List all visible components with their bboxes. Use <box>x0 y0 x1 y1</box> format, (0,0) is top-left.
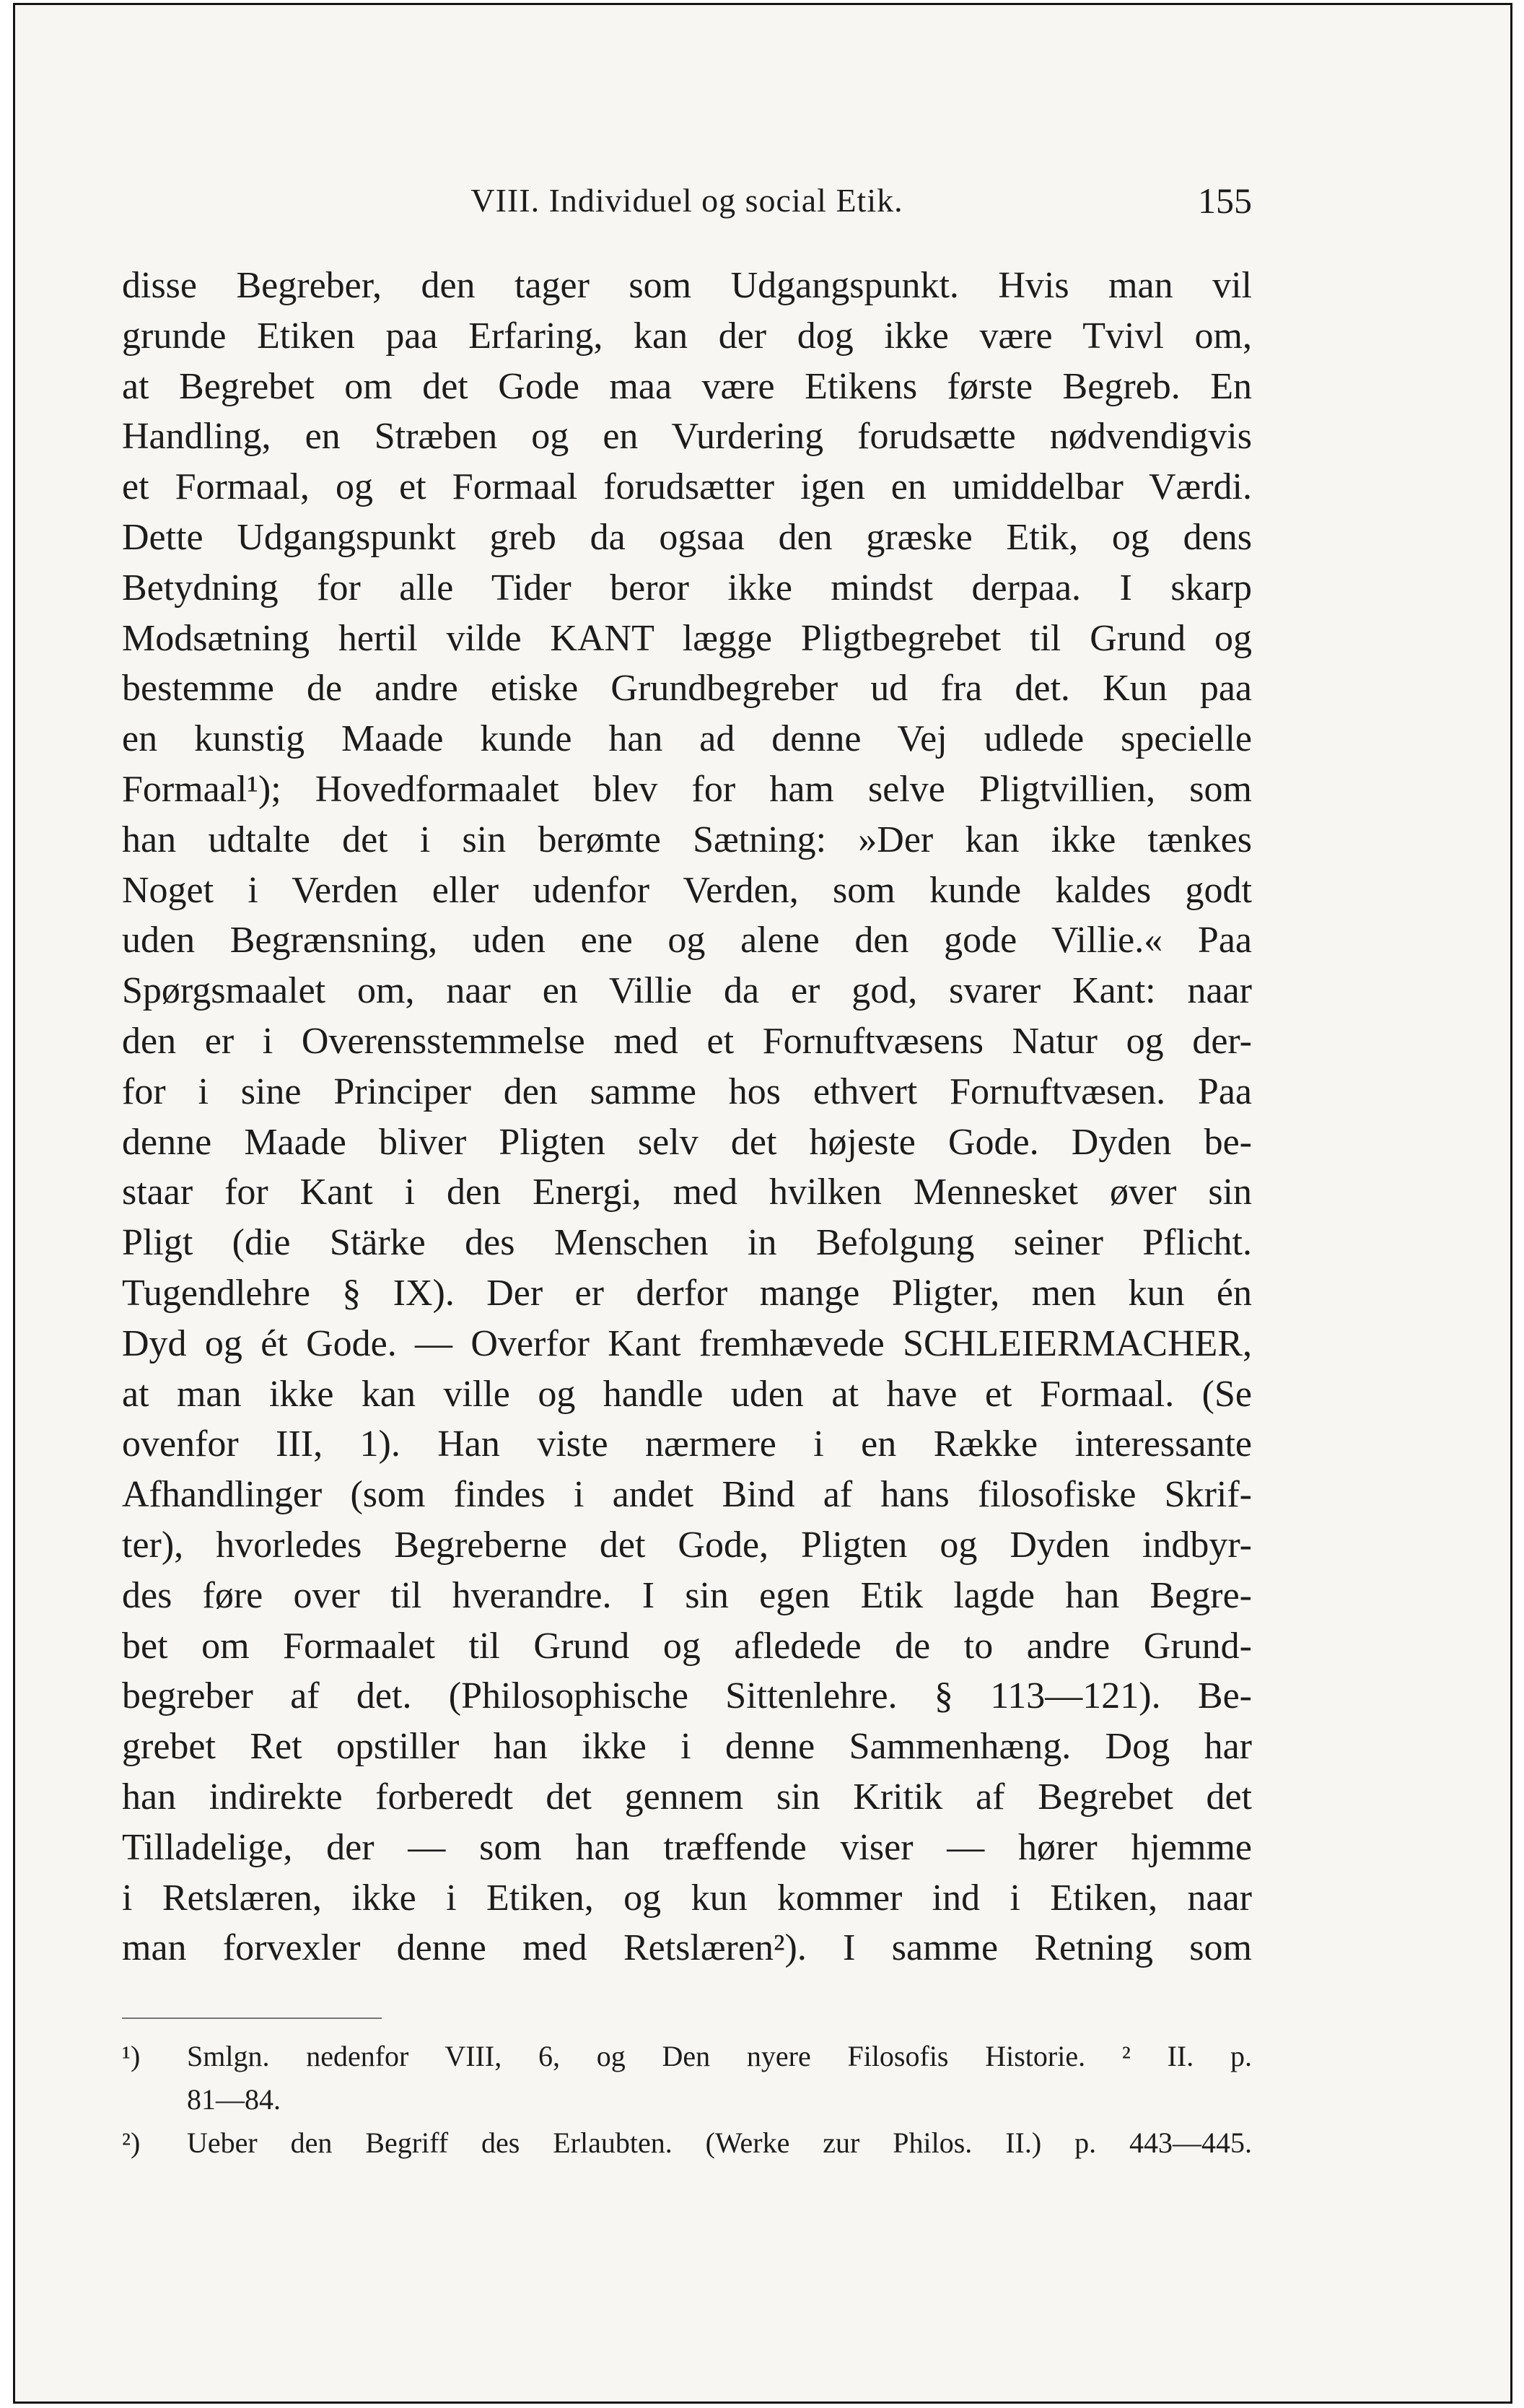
text-line: man forvexler denne med Retslæren²). I samme Retning som <box>122 1927 1252 1969</box>
text-line: at man ikke kan ville og handle uden at have et Formaal. (Se <box>122 1373 1252 1415</box>
text-line: den er i Overensstemmelse med et Fornuftvæsens Natur og der- <box>122 1020 1252 1062</box>
footnote-divider <box>122 2017 382 2019</box>
footnotes <box>122 2035 1252 2165</box>
footnote-2 <box>122 2121 1252 2165</box>
page-number: 155 <box>1198 180 1252 221</box>
body-text <box>122 261 1252 1973</box>
text-line: staar for Kant i den Energi, med hvilken Mennesket øver sin <box>122 1172 1252 1213</box>
text-line: Betydning for alle Tider beror ikke mindst derpaa. I skarp <box>122 567 1252 608</box>
text-line: ter), hvorledes Begreberne det Gode, Pligten og Dyden indbyr- <box>122 1524 1252 1566</box>
text-line: denne Maade bliver Pligten selv det højeste Gode. Dyden be- <box>122 1121 1252 1163</box>
text-line: Tilladelige, der — som han træffende viser — hører hjemme <box>122 1826 1252 1868</box>
footnote-line: Smlgn. nedenfor VIII, 6, og Den nyere Filosofis Historie. ² II. p. <box>187 2040 1252 2072</box>
text-line: han indirekte forberedt det gennem sin Kritik af Begrebet det <box>122 1776 1252 1818</box>
footnote-line: 81—84. <box>187 2083 281 2116</box>
footnote-marker: ¹) <box>122 2040 141 2072</box>
running-head <box>122 175 1252 226</box>
text-line: han udtalte det i sin berømte Sætning: »Der kan ikke tænkes <box>122 819 1252 860</box>
text-line: i Retslæren, ikke i Etiken, og kun kommer ind i Etiken, naar <box>122 1877 1252 1919</box>
text-line: bet om Formaalet til Grund og afledede de to andre Grund- <box>122 1625 1252 1667</box>
text-line: ovenfor III, 1). Han viste nærmere i en Række interessante <box>122 1423 1252 1465</box>
text-line: Spørgsmaalet om, naar en Villie da er god, svarer Kant: naar <box>122 970 1252 1012</box>
text-line: Noget i Verden eller udenfor Verden, som kunde kaldes godt <box>122 869 1252 911</box>
text-line: bestemme de andre etiske Grundbegreber ud fra det. Kun paa <box>122 668 1252 710</box>
text-line: grebet Ret opstiller han ikke i denne Sammenhæng. Dog har <box>122 1726 1252 1768</box>
footnote-line: Ueber den Begriff des Erlaubten. (Werke zur Philos. II.) p. 443—445. <box>187 2126 1252 2159</box>
text-line: en kunstig Maade kunde han ad denne Vej udlede specielle <box>122 718 1252 760</box>
text-line: begreber af det. (Philosophische Sittenlehre. § 113—121). Be- <box>122 1675 1252 1717</box>
text-line: et Formaal, og et Formaal forudsætter igen en umiddelbar Værdi. <box>122 466 1252 508</box>
text-line: disse Begreber, den tager som Udgangspunkt. Hvis man vil <box>122 265 1252 306</box>
text-line: Pligt (die Stärke des Menschen in Befolgung seiner Pflicht. <box>122 1222 1252 1264</box>
text-line: Handling, en Stræben og en Vurdering forudsætte nødvendigvis <box>122 416 1252 458</box>
footnote-1 <box>122 2035 1252 2121</box>
text-line: Modsætning hertil vilde KANT lægge Pligtbegrebet til Grund og <box>122 617 1252 659</box>
text-line: grunde Etiken paa Erfaring, kan der dog ikke være Tvivl om, <box>122 315 1252 357</box>
book-page <box>13 3 1512 2404</box>
text-line: for i sine Principer den samme hos ethvert Fornuftvæsen. Paa <box>122 1070 1252 1112</box>
text-line: uden Begrænsning, uden ene og alene den gode Villie.« Paa <box>122 920 1252 961</box>
text-line: des føre over til hverandre. I sin egen Etik lagde han Begre- <box>122 1574 1252 1616</box>
text-line: Dyd og ét Gode. — Overfor Kant fremhævede SCHLEIERMACHER, <box>122 1322 1252 1364</box>
text-line: Afhandlinger (som findes i andet Bind af hans filosofiske Skrif- <box>122 1474 1252 1516</box>
footnote-marker: ²) <box>122 2126 141 2159</box>
text-line: at Begrebet om det Gode maa være Etikens første Begreb. En <box>122 365 1252 407</box>
text-line: Tugendlehre § IX). Der er derfor mange Pligter, men kun én <box>122 1272 1252 1314</box>
running-title: VIII. Individuel og social Etik. <box>470 182 903 219</box>
text-line: Dette Udgangspunkt greb da ogsaa den græske Etik, og dens <box>122 516 1252 558</box>
text-line: Formaal¹); Hovedformaalet blev for ham selve Pligtvillien, som <box>122 768 1252 810</box>
